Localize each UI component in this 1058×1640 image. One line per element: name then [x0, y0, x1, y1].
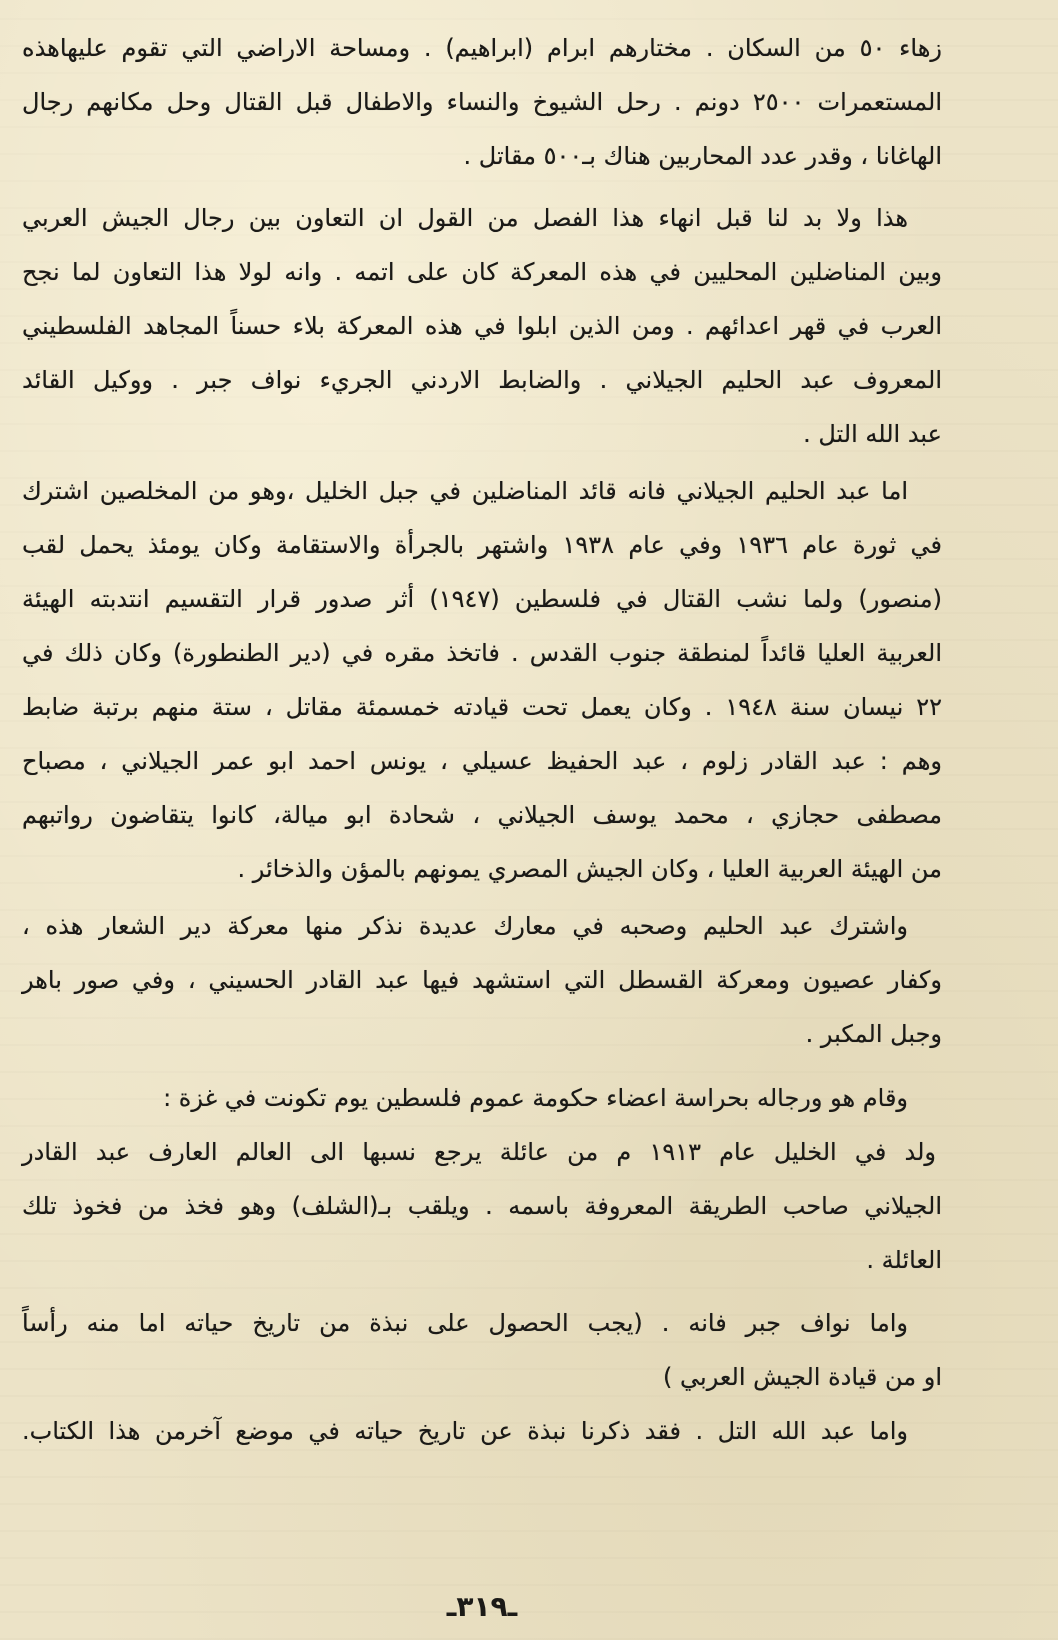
text-line: ٢٢ نيسان سنة ١٩٤٨ . وكان يعمل تحت قيادته خمسمئة مقاتل ، ستة منهم برتبة ضابط — [22, 693, 942, 721]
paragraph — [22, 464, 942, 896]
page-number: ـ٣١٩ـ — [446, 1590, 518, 1623]
text-line: زهاء ٥٠ من السكان . مختارهم ابرام (ابراهيم) . ومساحة الاراضي التي تقوم عليهاهذه — [22, 34, 942, 62]
text-line: واما عبد الله التل . فقد ذكرنا نبذة عن تاريخ حياته في موضع آخرمن هذا الكتاب. — [22, 1417, 908, 1445]
text-line: مصطفى حجازي ، محمد يوسف الجيلاني ، شحادة ابو ميالة، كانوا يتقاضون رواتبهم — [22, 801, 942, 829]
text-line: اما عبد الحليم الجيلاني فانه قائد المناضلين في جبل الخليل ،وهو من المخلصين اشترك — [22, 477, 908, 505]
paragraph — [22, 191, 942, 461]
text-line: ولد في الخليل عام ١٩١٣ م من عائلة يرجع نسبها الى العالم العارف عبد القادر — [22, 1138, 936, 1166]
text-line: العرب في قهر اعدائهم . ومن الذين ابلوا في هذه المعركة بلاء حسناً المجاهد الفلسطيني — [22, 312, 942, 340]
text-line: وقام هو ورجاله بحراسة اعضاء حكومة عموم فلسطين يوم تكونت في غزة : — [163, 1084, 908, 1112]
text-line: العائلة . — [866, 1246, 942, 1274]
text-line: (منصور) ولما نشب القتال في فلسطين (١٩٤٧) أثر صدور قرار التقسيم انتدبته الهيئة — [22, 585, 942, 613]
paragraph — [22, 1071, 942, 1287]
text-line: وبين المناضلين المحليين في هذه المعركة كان على اتمه . وانه لولا هذا التعاون لما نجح — [22, 258, 942, 286]
text-line: وجبل المكبر . — [805, 1020, 942, 1048]
text-line: في ثورة عام ١٩٣٦ وفي عام ١٩٣٨ واشتهر بالجرأة والاستقامة وكان يومئذ يحمل لقب — [22, 531, 942, 559]
text-line: عبد الله التل . — [803, 420, 942, 448]
paragraph — [22, 1296, 942, 1458]
text-line: وكفار عصيون ومعركة القسطل التي استشهد فيها عبد القادر الحسيني ، وفي صور باهر — [22, 966, 942, 994]
paragraph — [22, 899, 942, 1061]
text-line: من الهيئة العربية العليا ، وكان الجيش المصري يمونهم بالمؤن والذخائر . — [237, 855, 942, 883]
text-line: الجيلاني صاحب الطريقة المعروفة باسمه . ويلقب بـ(الشلف) وهو فخذ من فخوذ تلك — [22, 1192, 942, 1220]
text-line: المستعمرات ٢٥٠٠ دونم . رحل الشيوخ والنساء والاطفال قبل القتال وحل مكانهم رجال — [22, 88, 943, 116]
text-line: المعروف عبد الحليم الجيلاني . والضابط الاردني الجريء نواف جبر . ووكيل القائد — [22, 366, 942, 394]
paragraph — [22, 21, 942, 183]
text-line: العربية العليا قائداً لمنطقة جنوب القدس . فاتخذ مقره في (دير الطنطورة) وكان ذلك في — [22, 639, 942, 667]
text-line: واما نواف جبر فانه . (يجب الحصول على نبذة من تاريخ حياته اما منه رأساً — [22, 1309, 908, 1337]
text-line: واشترك عبد الحليم وصحبه في معارك عديدة نذكر منها معركة دير الشعار هذه ، — [22, 912, 908, 940]
text-line: هذا ولا بد لنا قبل انهاء هذا الفصل من القول ان التعاون بين رجال الجيش العربي — [22, 204, 908, 232]
text-line: الهاغانا ، وقدر عدد المحاربين هناك بـ٥٠٠ مقاتل . — [463, 142, 942, 170]
text-line: او من قيادة الجيش العربي ) — [663, 1363, 942, 1391]
text-line: وهم : عبد القادر زلوم ، عبد الحفيظ عسيلي ، يونس احمد ابو عمر الجيلاني ، مصباح — [22, 747, 942, 775]
